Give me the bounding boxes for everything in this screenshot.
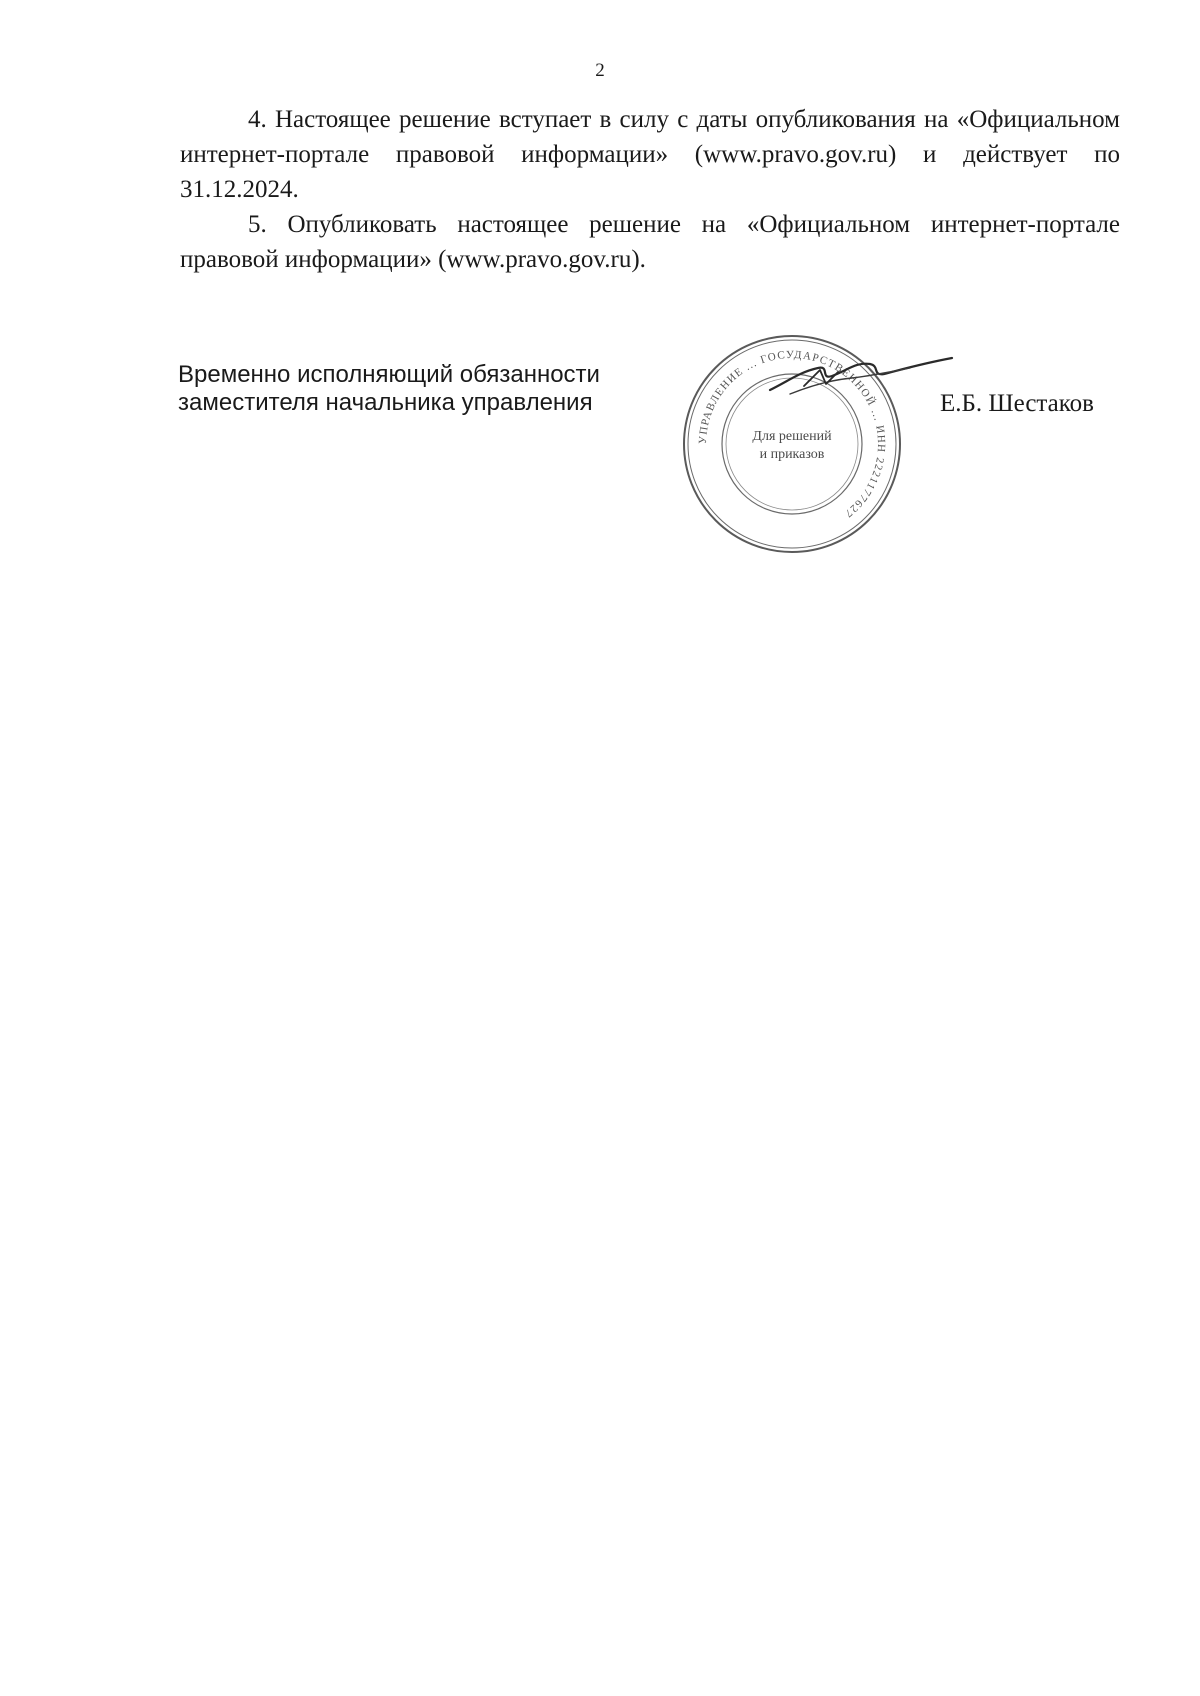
- paragraph-4-line-1: 4. Настоящее решение вступает в силу с даты опубликования на: [248, 106, 957, 133]
- paragraph-4-line-3: и действует по 31.12.2024.: [180, 141, 1120, 203]
- handwritten-signature: [760, 350, 960, 410]
- paragraph-4-line-2: «Официальном интернет-портале правовой информации» (www.pravo.gov.ru): [180, 106, 1120, 168]
- paragraph-4: [180, 102, 1120, 207]
- paragraph-5-line-1: 5. Опубликовать настоящее решение на «Официальном интернет-: [248, 211, 1036, 238]
- signer-position-line-2: заместителя начальника управления: [178, 389, 593, 416]
- signer-position-line-1: Временно исполняющий обязанности: [178, 361, 600, 388]
- signer-position: [178, 361, 600, 417]
- page-number: 2: [595, 60, 605, 81]
- paragraph-5-line-2: портале правовой информации» (www.pravo.gov.ru).: [180, 211, 1120, 273]
- stamp-center-line-1: Для решений: [752, 429, 832, 444]
- stamp-center-line-2: и приказов: [759, 447, 825, 462]
- paragraph-5: [180, 207, 1120, 277]
- stamp-ring-text: УПРАВЛЕНИЕ ... ГОСУДАРСТВЕННОЙ ... ИНН 2221177627: [696, 348, 888, 520]
- signer-name: Е.Б. Шестаков: [940, 390, 1094, 417]
- document-body: [180, 102, 1120, 277]
